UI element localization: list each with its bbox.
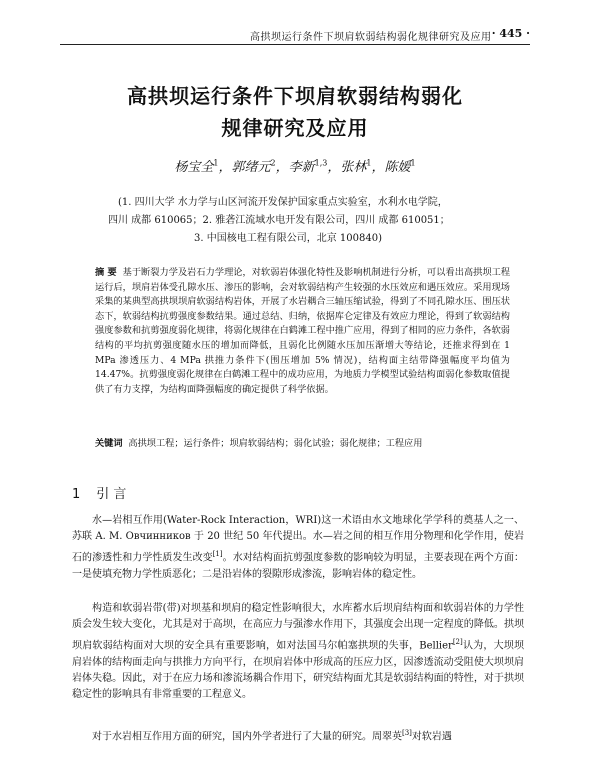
paragraph-text: 。水对结构面抗剪强度参数的影响较为明显，主要表现在两个方面：一是使填充物力学性质恶化；二是沿岩体的裂隙形成渗流，影响岩体的稳定性。	[72, 552, 525, 580]
abstract-text: 基于断裂力学及岩石力学理论，对软弱岩体强化特性及影响机制进行分析，可以看出高拱坝工程运行后，坝肩岩体受孔隙水压、渗压的影响，会对软弱结构产生较强的水压效应和遇压效应。采用现场采集的某典型高拱坝坝肩软弱结构岩体，开展了水岩耦合三轴压缩试验，得到了不同孔隙水压、围压状态下，软弱结构抗剪强度参数结果。通过总结、归纳，依据库仑定律及有效应力理论，得到了软弱结构强度参数和抗剪强度弱化规律，将弱化规律在白鹤滩工程中推广应用，得到了相同的应力条件，各软弱结构的平均抗剪强度随水压的增加而降低，且弱化比例随水压加压渐增大等结论，还推求得到在 1 MPa 渗透压力、4 MPa 拱推力条件下(围压增加 5% 情况)，结构面主结带降强幅度平均值为 14.47%。抗剪强度弱化规律在白鹤滩工程中的成功应用，为地质力学模型试验结构面弱化参数取值提供了有力支撑，为结构面降强幅度的确定提供了科学依据。	[95, 267, 511, 395]
paper-title-line-2: 规律研究及应用	[221, 116, 369, 140]
section-title: 引 言	[96, 487, 127, 502]
affiliation-line-1: (1. 四川大学 水力学与山区河流开发保护国家重点实验室，水利水电学院，	[118, 197, 448, 208]
author-name: 陈媛	[384, 160, 411, 175]
paper-title-line-1: 高拱坝运行条件下坝肩软弱结构弱化	[127, 84, 463, 108]
affiliation-line-2: 四川 成都 610065；2. 雅砻江流域水电开发有限公司，四川 成都 610051；	[108, 215, 450, 226]
page-number: · 445 ·	[491, 27, 530, 40]
body-paragraph	[72, 513, 524, 583]
paragraph-text: 对软岩遇	[411, 731, 452, 743]
body-paragraph	[72, 601, 524, 704]
paragraph-text: 构造和软弱岩带(带)对坝基和坝肩的稳定性影响很大，水库蓄水后坝肩结构面和软弱岩体的力学性质会发生较大变化，尤其是对于高坝，在高应力与强渗水作用下，其强度会出现一定程度的降低。拱坝坝肩软弱结构面对大坝的安全具有重要影响，如对法国马尔帕塞拱坝的失事，Bellier	[72, 603, 524, 652]
author-affiliation-mark: 1	[410, 158, 416, 168]
citation-ref: [1]	[212, 549, 223, 558]
body-paragraph	[72, 725, 524, 746]
running-header	[60, 28, 530, 45]
section-number: 1	[72, 487, 81, 502]
author-name: 郭绪元	[231, 160, 271, 175]
paragraph-text: 认为，大坝坝肩岩体的结构面走向与拱推力方向平行，在坝肩岩体中形成高的压应力区，因渗透流动受阻使大坝坝肩岩体失稳。因此，对于在应力场和渗流场耦合作用下，研究结构面尤其是软弱结构面的特性，对于拱坝稳定性的影响具有非常重要的工程意义。	[72, 640, 525, 701]
paragraph-text: 对于水岩相互作用方面的研究，国内外学者进行了大量的研究。周翠英	[92, 731, 402, 743]
author-affiliation-mark: 1	[366, 158, 372, 168]
author-list: 杨宝全$^1$，郭绪元$^2$，李新$^{1,3}$，张林$^1$，陈媛$^1$	[174, 158, 416, 175]
author-name: 李新	[288, 160, 315, 175]
keywords	[95, 437, 510, 451]
author-name: 张林	[340, 160, 367, 175]
author-affiliation-mark: 1	[213, 158, 219, 168]
section-heading	[72, 483, 126, 502]
author-affiliation-mark: 1,3	[314, 158, 328, 168]
author-name: 杨宝全	[174, 160, 214, 175]
citation-ref: [2]	[452, 637, 463, 646]
citation-ref: [3]	[402, 729, 412, 737]
keywords-label: 关键词	[95, 438, 123, 449]
abstract	[95, 266, 510, 397]
author-affiliation-mark: 2	[270, 158, 276, 168]
keywords-text: 高拱坝工程；运行条件；坝肩软弱结构；弱化试验；弱化规律；工程应用	[128, 438, 423, 449]
running-title: 高拱坝运行条件下坝肩软弱结构弱化规律研究及应用	[250, 32, 492, 43]
affiliation-line-3: 3. 中国核电工程有限公司，北京 100840)	[194, 233, 382, 244]
abstract-label: 摘 要	[95, 267, 117, 278]
paragraph-text: 水—岩相互作用(Water-Rock Interaction，WRI)这一术语由水文地球化学学科的奠基人之一、苏联 A. M. Овчинников 于 20 世纪 50 年代提出。水—岩之间的相互作用分物理和化学作用，使岩石的渗透性和力学性质发生改变	[72, 515, 524, 564]
